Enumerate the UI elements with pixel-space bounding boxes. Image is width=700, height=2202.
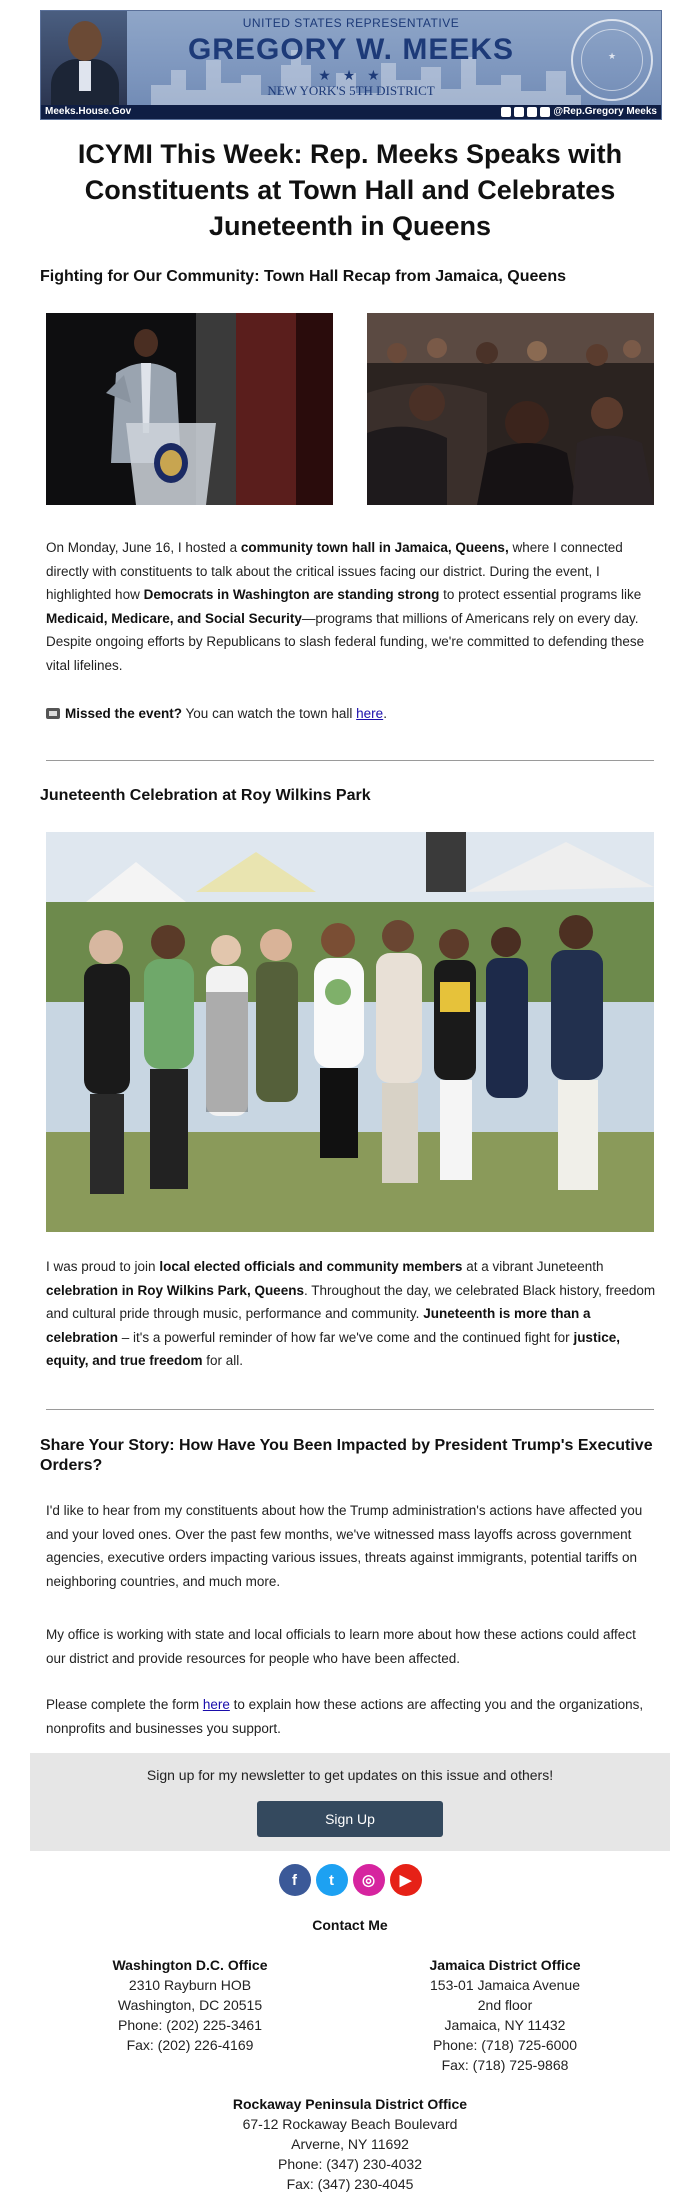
social-handle: @Rep.Gregory Meeks — [553, 106, 657, 117]
youtube-icon — [540, 107, 550, 117]
dc-office — [90, 1955, 290, 2055]
emphasis-text: community town hall in Jamaica, Queens, — [240, 540, 509, 555]
form-text-start: Please complete the form — [46, 1697, 203, 1712]
emphasis-text: Medicaid, Medicare, and Social Security — [46, 610, 302, 626]
paragraph-text: where I connected directly with constituents to talk about the critical issues facing our district. During the event, I highlighted how — [46, 540, 623, 602]
paragraph-text: On Monday, June 16, I hosted a — [46, 540, 241, 555]
section-divider — [46, 1409, 654, 1410]
office-address-line: 2nd floor — [477, 1997, 533, 2013]
paragraph-text: – it's a powerful reminder of how far we've come and the continued fight for — [118, 1329, 574, 1345]
website-label: Meeks.House.Gov — [45, 106, 132, 117]
paragraph-text: . Throughout the day, we celebrated Black history, freedom and cultural pride through music, performance and community. — [46, 1282, 656, 1321]
office-fax: Fax: (347) 230-4045 — [286, 2176, 414, 2192]
office-name: Rockaway Peninsula District Office — [232, 2096, 468, 2112]
page-title: ICYMI This Week: Rep. Meeks Speaks with Constituents at Town Hall and Celebrates Juneteenth in Queens — [77, 139, 623, 241]
newsletter-signup-box — [30, 1753, 670, 1851]
instagram-icon — [514, 107, 524, 117]
instagram-icon[interactable]: ◎ — [353, 1864, 385, 1896]
jamaica-office — [395, 1955, 615, 2075]
office-name: Jamaica District Office — [429, 1957, 581, 1973]
office-address-line: Washington, DC 20515 — [117, 1997, 263, 2013]
sign-up-button[interactable]: Sign Up — [257, 1801, 443, 1837]
video-camera-icon — [46, 708, 60, 719]
town-hall-speaker-photo — [46, 313, 333, 505]
social-links — [0, 1864, 700, 1896]
form-text-end: to explain how these actions are affecting you and the organizations, nonprofits and businesses you support. — [46, 1697, 644, 1736]
share-story-paragraph-1: I'd like to hear from my constituents about how the Trump administration's actions have affected you and your loved ones. Over the past few months, we've witnessed mass layoffs across government agencies, executive orders impacting various issues, threats against immigrants, potential tariffs on neighboring countries, and much more. — [46, 1503, 643, 1589]
office-name: Washington D.C. Office — [112, 1957, 268, 1973]
office-address-line: 153-01 Jamaica Avenue — [430, 1977, 580, 1993]
office-fax: Fax: (202) 226-4169 — [126, 2037, 254, 2053]
paragraph-text: for all. — [202, 1353, 244, 1368]
paragraph-text: —programs that millions of Americans rely on every day. Despite ongoing efforts by Republicans to slash federal funding, we're committed to defending these vital lifelines. — [46, 610, 645, 673]
rockaway-office — [200, 2094, 500, 2194]
town-hall-video-link[interactable]: here — [356, 706, 384, 721]
juneteenth-paragraph — [46, 1255, 658, 1373]
share-story-paragraph-3 — [46, 1693, 658, 1740]
emphasis-text: Democrats in Washington are standing strong — [143, 587, 440, 602]
office-address-line: 2310 Rayburn HOB — [128, 1977, 252, 1993]
facebook-icon[interactable]: f — [279, 1864, 311, 1896]
twitter-icon — [527, 107, 537, 117]
house-seal-logo: ★ — [571, 19, 653, 101]
section-title-juneteenth: Juneteenth Celebration at Roy Wilkins Park — [40, 787, 371, 804]
section-divider — [46, 760, 654, 761]
office-address-line: Jamaica, NY 11432 — [444, 2017, 566, 2033]
signup-prompt: Sign up for my newsletter to get updates on this issue and others! — [146, 1767, 554, 1783]
town-hall-audience-photo — [367, 313, 654, 505]
emphasis-text: celebration in Roy Wilkins Park, Queens — [46, 1282, 304, 1298]
twitter-icon[interactable]: t — [316, 1864, 348, 1896]
share-story-paragraph-2: My office is working with state and local officials to learn more about how these actions could affect our district and provide resources for people who have been affected. — [46, 1627, 636, 1666]
emphasis-text: local elected officials and community members — [159, 1259, 463, 1274]
office-fax: Fax: (718) 725-9868 — [441, 2057, 569, 2073]
office-address-line: Arverne, NY 11692 — [291, 2136, 409, 2152]
missed-event-text: You can watch the town hall — [182, 706, 357, 721]
emphasis-text: Juneteenth is more than a celebration — [46, 1306, 591, 1345]
town-hall-paragraph — [46, 536, 658, 677]
office-address-line: 67-12 Rockaway Beach Boulevard — [242, 2116, 458, 2132]
office-phone: Phone: (718) 725-6000 — [433, 2037, 577, 2053]
youtube-icon[interactable]: ▶ — [390, 1864, 422, 1896]
missed-event-label: Missed the event? — [65, 706, 183, 721]
section-title-town-hall: Fighting for Our Community: Town Hall Recap from Jamaica, Queens — [40, 268, 566, 285]
emphasis-text: justice, equity, and true freedom — [46, 1329, 620, 1368]
office-phone: Phone: (202) 225-3461 — [118, 2017, 262, 2033]
feedback-form-link[interactable]: here — [202, 1697, 230, 1712]
banner-title: UNITED STATES REPRESENTATIVE — [242, 16, 460, 30]
missed-event-line — [46, 702, 658, 726]
paragraph-text: I was proud to join — [46, 1259, 160, 1274]
section-title-share-story: Share Your Story: How Have You Been Impacted by President Trump's Executive Orders? — [40, 1437, 653, 1474]
paragraph-text: to protect essential programs like — [439, 587, 642, 602]
stars-decoration: ★ ★ ★ — [318, 67, 384, 83]
representative-name: GREGORY W. MEEKS — [187, 33, 515, 66]
banner-social-row — [501, 106, 657, 117]
facebook-icon — [501, 107, 511, 117]
banner-footer — [41, 105, 661, 119]
paragraph-text: at a vibrant Juneteenth — [462, 1259, 604, 1274]
office-phone: Phone: (347) 230-4032 — [278, 2156, 422, 2172]
juneteenth-group-photo — [46, 832, 654, 1232]
header-banner — [40, 10, 662, 120]
contact-heading: Contact Me — [312, 1917, 388, 1933]
missed-event-end: . — [383, 706, 387, 721]
district-label: NEW YORK'S 5TH DISTRICT — [267, 83, 435, 98]
